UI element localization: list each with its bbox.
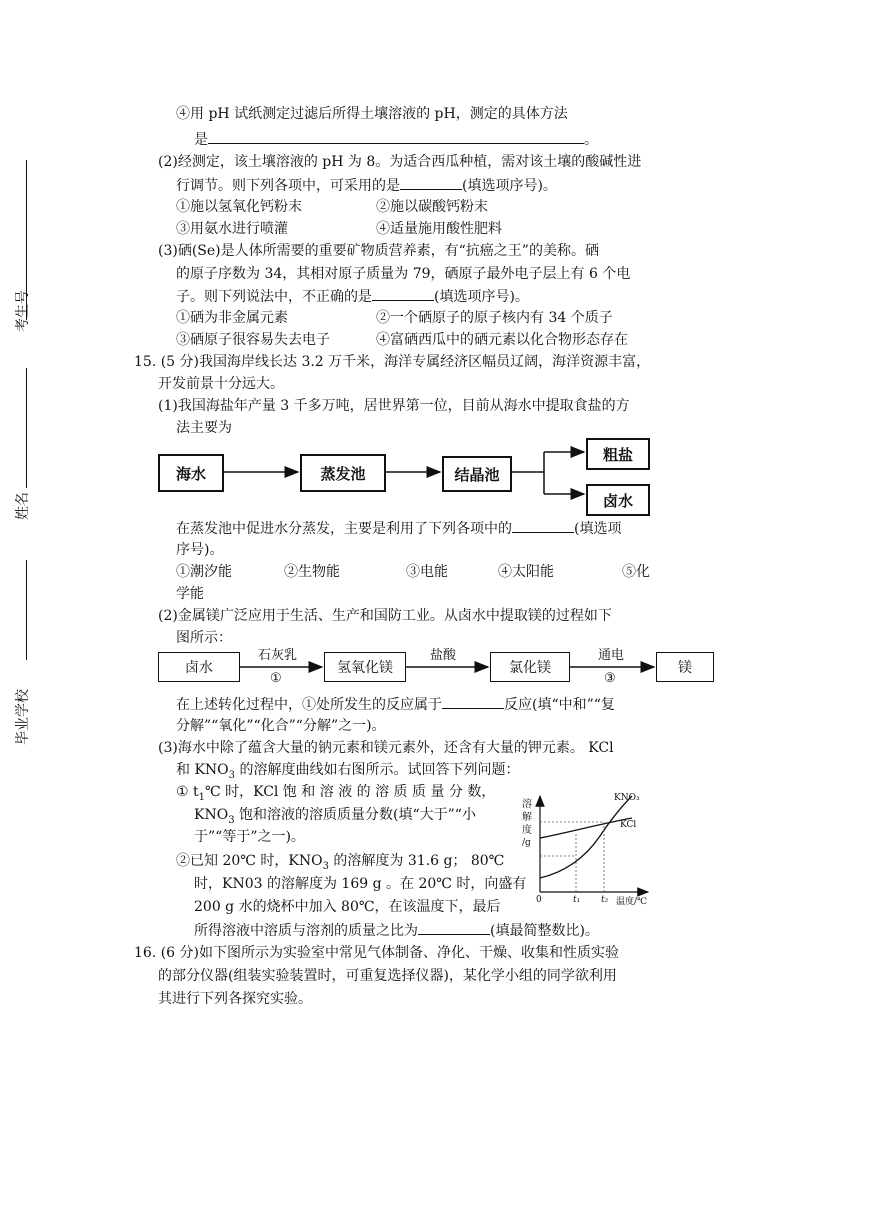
- graph-xlabel: 温度/℃: [616, 897, 648, 907]
- graph-kno3-label: KNO₃: [614, 793, 640, 803]
- q14-p2-prefix: 行调节。则下列各项中，可采用的是: [176, 178, 400, 194]
- q15-q1-line2-b: 饱和溶液的溶质质量分数(填“大于”“小: [234, 807, 476, 823]
- q15-p1-opt1: ①潮汐能: [176, 564, 232, 580]
- q15-q1-line2-a: KNO: [194, 807, 229, 823]
- q15-p2-q-prefix: 在上述转化过程中，①处所发生的反应属于: [176, 697, 442, 713]
- graph-origin: 0: [536, 895, 542, 905]
- q15-q2-line4-suffix: (填最简整数比)。: [490, 923, 599, 939]
- q15-q2-line3: 200 g 水的烧杯中加入 80℃，在该温度下，最后: [194, 899, 501, 915]
- q15-p1-line1: (1)我国海盐年产量 3 千多万吨，居世界第一位，目前从海水中提取食盐的方: [158, 398, 630, 414]
- q14-p3-suffix: (填选项序号)。: [434, 289, 529, 305]
- q15-stem-line2: 开发前景十分远大。: [158, 376, 284, 392]
- q15-stem-line1: 15. (5 分)我国海岸线长达 3.2 万千米，海洋专属经济区幅员辽阔，海洋资源丰富，: [134, 354, 651, 370]
- graph-kcl-label: KCl: [620, 820, 637, 830]
- q14-p3-line1: (3)硒(Se)是人体所需要的重要矿物质营养素，有“抗癌之王”的美称。硒: [158, 243, 599, 259]
- flow2-reagent2: 盐酸: [430, 648, 457, 663]
- q16-line1: 16. (6 分)如下图所示为实验室中常见气体制备、净化、干燥、收集和性质实验: [134, 945, 619, 961]
- q15-p3-line2-a: 和 KNO: [176, 762, 229, 778]
- flow2-mg-chloride: 氯化镁: [490, 652, 570, 682]
- flow1-brine: 卤水: [586, 484, 650, 516]
- q15-p1-opt2: ②生物能: [284, 564, 340, 580]
- q15-q2-line1-a: ②已知 20℃ 时，KNO: [176, 853, 323, 869]
- graph-ylabel-2: 解: [522, 812, 532, 823]
- q14-p2-opt3: ③用氨水进行喷灌: [176, 221, 288, 237]
- q15-p2-q-suffix: 反应(填“中和”“复: [504, 697, 615, 713]
- flow1-seawater: 海水: [158, 454, 224, 492]
- flow1-crude-salt: 粗盐: [586, 438, 650, 470]
- flow2-brine: 卤水: [158, 652, 240, 682]
- q15-q1-line1-b: ℃ 时，KCl 饱 和 溶 液 的 溶 质 质 量 分 数，: [205, 784, 496, 800]
- q14-item4-prefix: 是: [194, 132, 208, 148]
- graph-t1: t₁: [573, 895, 581, 905]
- q15-p1-opt5-cont: 学能: [176, 586, 204, 602]
- school-label: 毕业学校: [15, 689, 31, 745]
- q14-p2-opt1: ①施以氢氧化钙粉末: [176, 199, 302, 215]
- graph-ylabel-1: 溶: [522, 799, 532, 810]
- q14-p3-opt3: ③硒原子很容易失去电子: [176, 332, 330, 348]
- q14-p3-prefix: 子。则下列说法中，不正确的是: [176, 289, 372, 305]
- q15-p3-line1: (3)海水中除了蕴含大量的钠元素和镁元素外，还含有大量的钾元素。 KCl: [158, 740, 614, 756]
- q14-p3-opt1: ①硒为非金属元素: [176, 310, 288, 326]
- name-label: 姓名: [15, 492, 31, 520]
- q15-q1-line3: 于”“等于”之一)。: [194, 829, 305, 845]
- q14-p3-line2: 的原子序数为 34，其相对原子质量为 79，硒原子最外电子层上有 6 个电: [176, 266, 631, 282]
- q14-p2-opt2: ②施以碳酸钙粉末: [376, 199, 488, 215]
- flow2-step1: ①: [270, 671, 282, 686]
- q15-p1-opt5: ⑤化: [622, 564, 650, 580]
- q15-p1-line2: 法主要为: [176, 420, 232, 436]
- q15-q2-line2: 时，KN03 的溶解度为 169 g 。在 20℃ 时，向盛有: [194, 876, 527, 892]
- q15-p3-line2-b: 的溶解度曲线如右图所示。试回答下列问题：: [235, 762, 520, 778]
- q15-p2-line2: 图所示：: [176, 630, 232, 646]
- q15-q2-line4-prefix: 所得溶液中溶质与溶剂的质量之比为: [194, 923, 418, 939]
- q14-p2-suffix: (填选项序号)。: [462, 178, 557, 194]
- q16-line2: 的部分仪器(组装实验装置时，可重复选择仪器)，某化学小组的同学欲利用: [158, 968, 617, 984]
- q14-item4-line1: ④用 pH 试纸测定过滤后所得土壤溶液的 pH，测定的具体方法: [176, 106, 568, 122]
- q16-line3: 其进行下列各探究实验。: [158, 991, 312, 1007]
- q15-q2-line1-b: 的溶解度为 31.6 g； 80℃: [328, 853, 505, 869]
- q15-q1-line2-sub: 3: [228, 814, 235, 826]
- q14-p2-opt4: ④适量施用酸性肥料: [376, 221, 502, 237]
- q15-q1-line1-sub: 1: [198, 791, 206, 803]
- graph-ylabel-4: /g: [522, 838, 531, 848]
- q15-p3-line2-sub: 3: [228, 769, 236, 781]
- q15-p1-q-prefix: 在蒸发池中促进水分蒸发，主要是利用了下列各项中的: [176, 521, 512, 537]
- graph-t2: t₂: [601, 895, 609, 905]
- flow2-mg-hydroxide: 氢氧化镁: [324, 652, 406, 682]
- flow2-step3: ③: [604, 671, 616, 686]
- q15-p2-line1: (2)金属镁广泛应用于生活、生产和国防工业。从卤水中提取镁的过程如下: [158, 608, 612, 624]
- flow1-evap-pond: 蒸发池: [300, 454, 386, 492]
- flow2-reagent1: 石灰乳: [258, 648, 298, 663]
- q15-p1-opt4: ④太阳能: [498, 564, 554, 580]
- q14-item4-suffix: 。: [584, 132, 598, 148]
- kno3-curve: [540, 796, 632, 878]
- q14-p3-opt4: ④富硒西瓜中的硒元素以化合物形态存在: [376, 332, 628, 348]
- q15-q1-line1-a: ① t: [176, 784, 199, 800]
- q15-p1-q-line2: 序号)。: [176, 542, 224, 558]
- graph-ylabel-3: 度: [522, 825, 532, 836]
- q14-p3-opt2: ②一个硒原子的原子核内有 34 个质子: [376, 310, 613, 326]
- exam-no-label: 考生号: [15, 290, 31, 332]
- flow1-cryst-pond: 结晶池: [442, 456, 512, 492]
- q15-p1-opt3: ③电能: [406, 564, 448, 580]
- q15-q2-line1-sub: 3: [322, 860, 329, 872]
- q15-p1-q-suffix: (填选项: [574, 521, 622, 537]
- flow2-reagent3: 通电: [598, 648, 625, 663]
- q15-p2-q-line2: 分解”“氧化”“化合”“分解”之一)。: [176, 718, 386, 734]
- kcl-curve: [540, 818, 632, 838]
- flow2-magnesium: 镁: [656, 652, 714, 682]
- q14-p2-line1: (2)经测定，该土壤溶液的 pH 为 8。为适合西瓜种植，需对该土壤的酸碱性进: [158, 154, 642, 170]
